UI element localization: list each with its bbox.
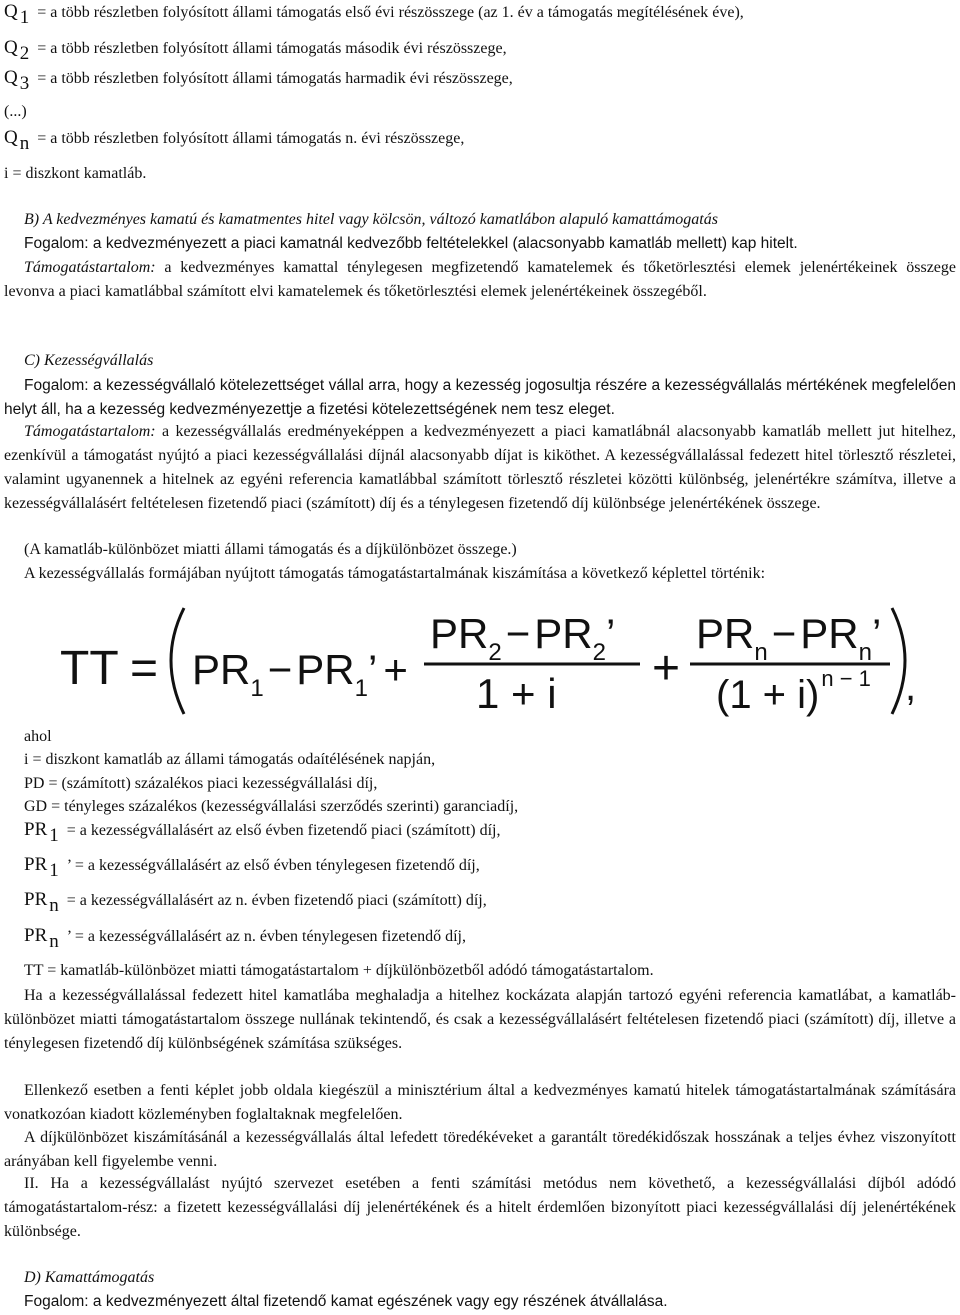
section-c-fogalom-text: Fogalom: a kezességvállaló kötelezettséget vállal arra, hogy a kezesség jogosultja részére a kezességvállalás mértékének megfelelően helyt áll, ha a kezesség kedvezményezettje a fizetési kötelezettségének nem tesz eleget.: [4, 377, 956, 418]
def-prn-prime: PR n ’ = a kezességvállalásért az n. évben ténylegesen fizetendő díj,: [24, 925, 466, 952]
formula-denominator-2: 1 + i: [476, 670, 557, 717]
def-tt: TT = kamatláb-különbözet miatti támogatástartalom + díjkülönbözetből adódó támogatástartalom.: [24, 962, 654, 979]
qn-subscript: n: [19, 133, 30, 154]
q3-text: = a több részletben folyósított állami támogatás harmadik évi részösszege,: [37, 70, 513, 87]
def-pr1: PR 1 = a kezességvállalásért az első évben fizetendő piaci (számított) díj,: [24, 819, 501, 846]
q1-definition: [4, 1, 744, 28]
formula-plus-2: +: [652, 642, 681, 695]
paragraph-2: Ellenkező esetben a fenti képlet jobb oldala kiegészül a minisztérium által a kedvezményes kamatú hitelek támogatástartalmának számítására vonatkozóan kiadott közleményben foglaltaknak megfelelően.: [4, 1082, 956, 1123]
q2-definition: [4, 37, 507, 64]
q3-subscript: 3: [19, 73, 30, 94]
section-d-fogalom: Fogalom: a kedvezményezett által fizetendő kamat egészének vagy egy részének átvállalása.: [24, 1293, 668, 1310]
def-gd: GD = tényleges százalékos (kezességvállalási szerződés szerinti) garanciadíj,: [24, 798, 519, 815]
formula-denominator-n: $(1 + i)^{n - 1}$: [716, 666, 871, 717]
ellipsis: (...): [4, 103, 27, 120]
formula-left-paren: [171, 608, 184, 714]
section-c-fogalom: [4, 374, 956, 422]
def-i: i = diszkont kamatláb az állami támogatás odaítélésének napján,: [24, 751, 436, 768]
formula-pr2-numerator: $PR_2-PR_2$’: [430, 610, 616, 666]
def-prn: PR n = a kezességvállalásért az n. évben fizetendő piaci (számított) díj,: [24, 889, 487, 916]
section-b-tamogatas-label: Támogatástartalom:: [24, 259, 156, 276]
section-b-tamogatas: [4, 256, 956, 304]
formula-equals: =: [130, 642, 159, 695]
def-pr1-prime: PR 1 ’ = a kezességvállalásért az első évben ténylegesen fizetendő díj,: [24, 854, 480, 881]
formula-prn-numerator: $PR_n-PR_n$’: [696, 610, 882, 666]
q1-symbol: Q: [4, 1, 18, 22]
q3-symbol: Q: [4, 67, 18, 88]
q1-subscript: 1: [19, 7, 30, 28]
guarantee-formula: [60, 600, 920, 720]
section-c-tamogatas: [4, 420, 956, 516]
qn-text: = a több részletben folyósított állami támogatás n. évi részösszege,: [37, 130, 465, 147]
section-c-paren: (A kamatláb-különbözet miatti állami támogatás és a díjkülönbözet összege.): [24, 541, 517, 558]
def-pd: PD = (számított) százalékos piaci kezességvállalási díj,: [24, 775, 378, 792]
q1-text: = a több részletben folyósított állami támogatás első évi részösszege (az 1. év a támogatás megítélésének éve),: [37, 4, 744, 21]
formula-intro: A kezességvállalás formájában nyújtott támogatás támogatástartalmának kiszámítása a következő képlettel történik:: [24, 565, 766, 582]
paragraph-4: II. Ha a kezességvállalást nyújtó szervezet esetében a fenti számítási metódus nem követhető, a kezességvállalási díjból adódó támogatástartalom-rész: a fizetett kezességvállalási díj jelenértékének és a hitelt érdemlően bizonyított piaci kezességvállalási díj jelenértékének különbsége.: [4, 1175, 956, 1240]
section-d-heading: D) Kamattámogatás: [24, 1269, 155, 1286]
q2-symbol: Q: [4, 37, 18, 58]
section-b-tamogatas-text: a kedvezményes kamattal ténylegesen megfizetendő kamatelemek és tőketörlesztési elemek jelenértékeinek összege levonva a piaci kamatlábbal számított elvi kamatelemek és tőketörlesztési elemek jelenértékeinek összegéből.: [4, 259, 956, 300]
paragraph-1: Ha a kezességvállalással fedezett hitel kamatlába meghaladja a hitelhez kockázata alapján tartozó egyéni referencia kamatlábat, a kamatláb-különbözet miatti támogatástartalom összege nullának tekintendő, és csak a kezességvállalásért feltételesen fizetendő piaci (számított) díj, illetve a ténylegesen fizetendő díj különbségének számítása szükséges.: [4, 987, 956, 1052]
formula-right-paren: [892, 608, 905, 714]
section-c-tamogatas-label: Támogatástartalom:: [24, 423, 156, 440]
section-c-heading: C) Kezességvállalás: [24, 352, 154, 369]
formula-pr1: $PR_1-PR_1$’ +: [192, 646, 408, 702]
qn-symbol: Q: [4, 127, 18, 148]
q3-definition: [4, 67, 513, 94]
discount-rate-definition: i = diszkont kamatláb.: [4, 165, 147, 182]
ahol-label: ahol: [24, 728, 52, 745]
qn-definition: [4, 127, 465, 154]
q2-subscript: 2: [19, 43, 30, 64]
section-b-fogalom: Fogalom: a kedvezményezett a piaci kamatnál kedvezőbb feltételekkel (alacsonyabb kamatláb mellett) kap hitelt.: [24, 235, 798, 252]
paragraph-3: A díjkülönbözet kiszámításánál a kezességvállalás által lefedett töredékéveket a garantált töredékidőszak hosszának a teljes évhez viszonyított arányában kell figyelembe venni.: [4, 1129, 956, 1170]
formula-comma: ,: [905, 665, 917, 709]
formula-lhs: TT: [60, 642, 119, 695]
section-c-tamogatas-text: a kezességvállalás eredményeképpen a kedvezményezett a piaci kamatlábnál alacsonyabb kamatláb mellett jut hitelhez, ezenkívül a támogatást nyújtó a piaci kezességvállalási díjnál alacsonyabb díjat is kiköthet. A kezességvállalással fedezett hitel törlesztő részletei, valamint ugyanennek a hitelnek az egyéni referencia kamatlábbal számított törlesztő részletei közötti különbség, jelenértékre számítva, illetve a kezességvállalásért feltételesen fizetendő piaci (számított) díj és a ténylegesen fizetendő díj különbsége jelenértékének összege.: [4, 423, 957, 512]
q2-text: = a több részletben folyósított állami támogatás második évi részösszege,: [37, 40, 507, 57]
section-b-heading: B) A kedvezményes kamatú és kamatmentes hitel vagy kölcsön, változó kamatlábon alapuló kamattámogatás: [24, 211, 718, 228]
